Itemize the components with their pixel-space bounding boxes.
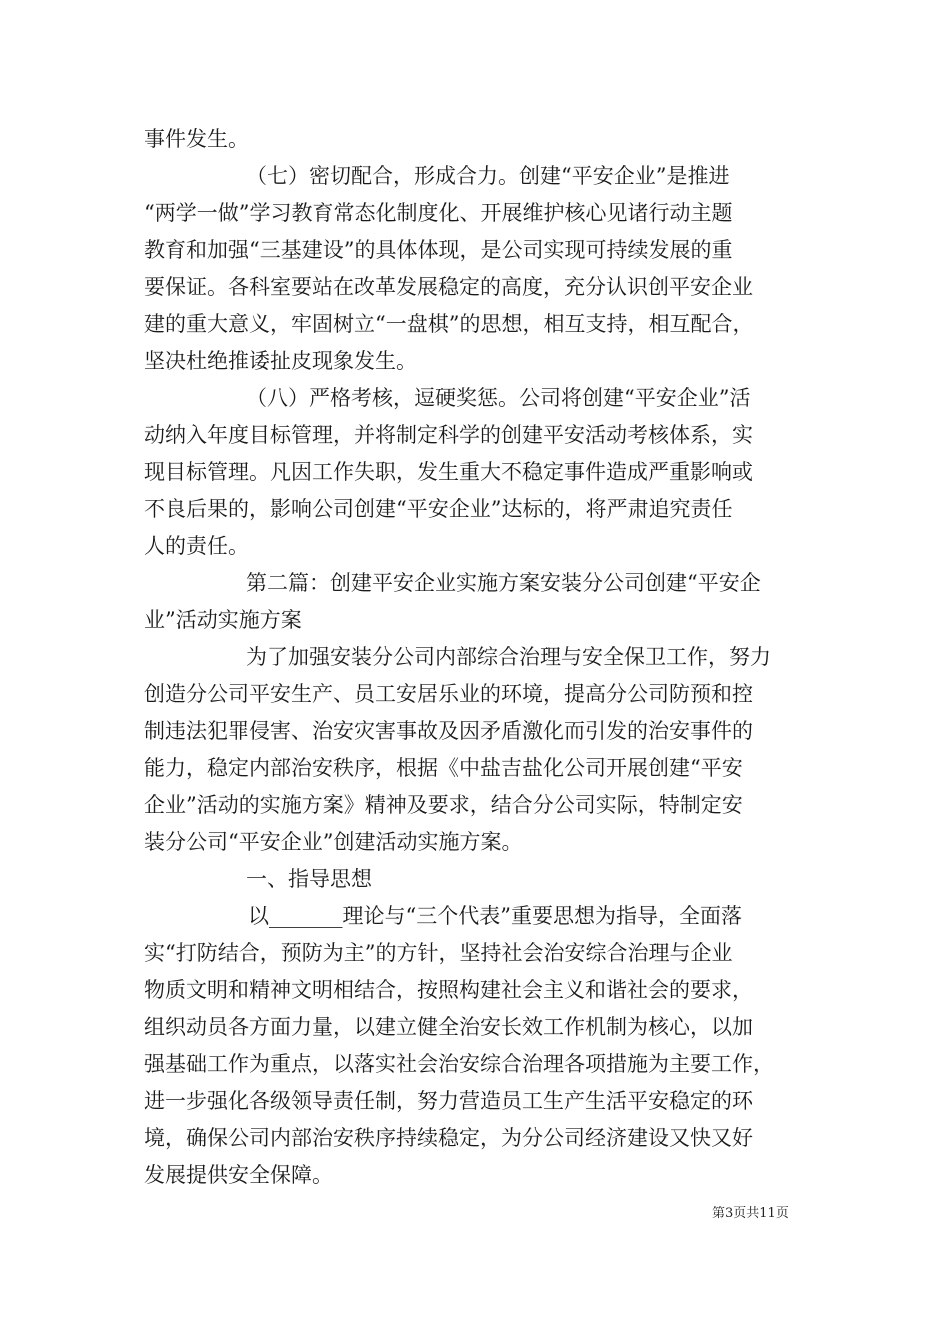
text-line-20: 装分公司“平安企业”创建活动实施方案。 [144, 830, 523, 854]
text-line-17: 制违法犯罪侵害、治安灾害事故及因矛盾激化而引发的治安事件的 [144, 719, 753, 743]
text-line-24: 物质文明和精神文明相结合，按照构建社会主义和谐社会的要求， [144, 978, 753, 1002]
text-line-12: 人的责任。 [144, 534, 249, 558]
text-line-10: 现目标管理。凡因工作失职，发生重大不稳定事件造成严重影响或 [144, 460, 753, 484]
text-line-7: 坚决杜绝推诿扯皮现象发生。 [144, 349, 417, 373]
text-line-29: 发展提供安全保障。 [144, 1163, 333, 1187]
text-line-3: “两学一做”学习教育常态化制度化、开展维护核心见诸行动主题 [144, 201, 733, 225]
text-line-28: 境，确保公司内部治安秩序持续稳定，为分公司经济建设又快又好 [144, 1126, 753, 1150]
section-heading-line-1: 第二篇：创建平安企业实施方案安装分公司创建“平安企 [246, 571, 761, 595]
text-line-9: 动纳入年度目标管理，并将制定科学的创建平安活动考核体系，实 [144, 423, 753, 447]
text-line-11: 不良后果的，影响公司创建“平安企业”达标的，将严肃追究责任 [144, 497, 733, 521]
text-line-15: 为了加强安装分公司内部综合治理与安全保卫工作，努力 [246, 645, 771, 669]
text-line-19: 企业”活动的实施方案》精神及要求，结合分公司实际，特制定安 [144, 793, 743, 817]
text-line-22: 以_______理论与“三个代表”重要思想为指导，全面落 [248, 904, 742, 928]
text-line-16: 创造分公司平安生产、员工安居乐业的环境，提高分公司防预和控 [144, 682, 753, 706]
text-line-4: 教育和加强“三基建设”的具体体现，是公司实现可持续发展的重 [144, 238, 733, 262]
text-line-2: （七）密切配合，形成合力。创建“平安企业”是推进 [246, 164, 730, 188]
subsection-heading: 一、指导思想 [246, 867, 372, 891]
text-line-8: （八）严格考核，逗硬奖惩。公司将创建“平安企业”活 [246, 386, 751, 410]
text-line-26: 强基础工作为重点，以落实社会治安综合治理各项措施为主要工作， [144, 1052, 774, 1076]
text-line-18: 能力，稳定内部治安秩序，根据《中盐吉盐化公司开展创建“平安 [144, 756, 743, 780]
page-number-footer: 第3页共11页 [712, 1206, 789, 1221]
section-heading-line-2: 业”活动实施方案 [144, 608, 302, 632]
text-line-27: 进一步强化各级领导责任制，努力营造员工生产生活平安稳定的环 [144, 1089, 753, 1113]
text-line-23: 实“打防结合，预防为主”的方针，坚持社会治安综合治理与企业 [144, 941, 733, 965]
text-line-5: 要保证。各科室要站在改革发展稳定的高度，充分认识创平安企业 [144, 275, 753, 299]
text-line-25: 组织动员各方面力量，以建立健全治安长效工作机制为核心，以加 [144, 1015, 753, 1039]
text-line-6: 建的重大意义，牢固树立“一盘棋”的思想，相互支持，相互配合， [144, 312, 754, 336]
text-line-1: 事件发生。 [144, 127, 249, 151]
